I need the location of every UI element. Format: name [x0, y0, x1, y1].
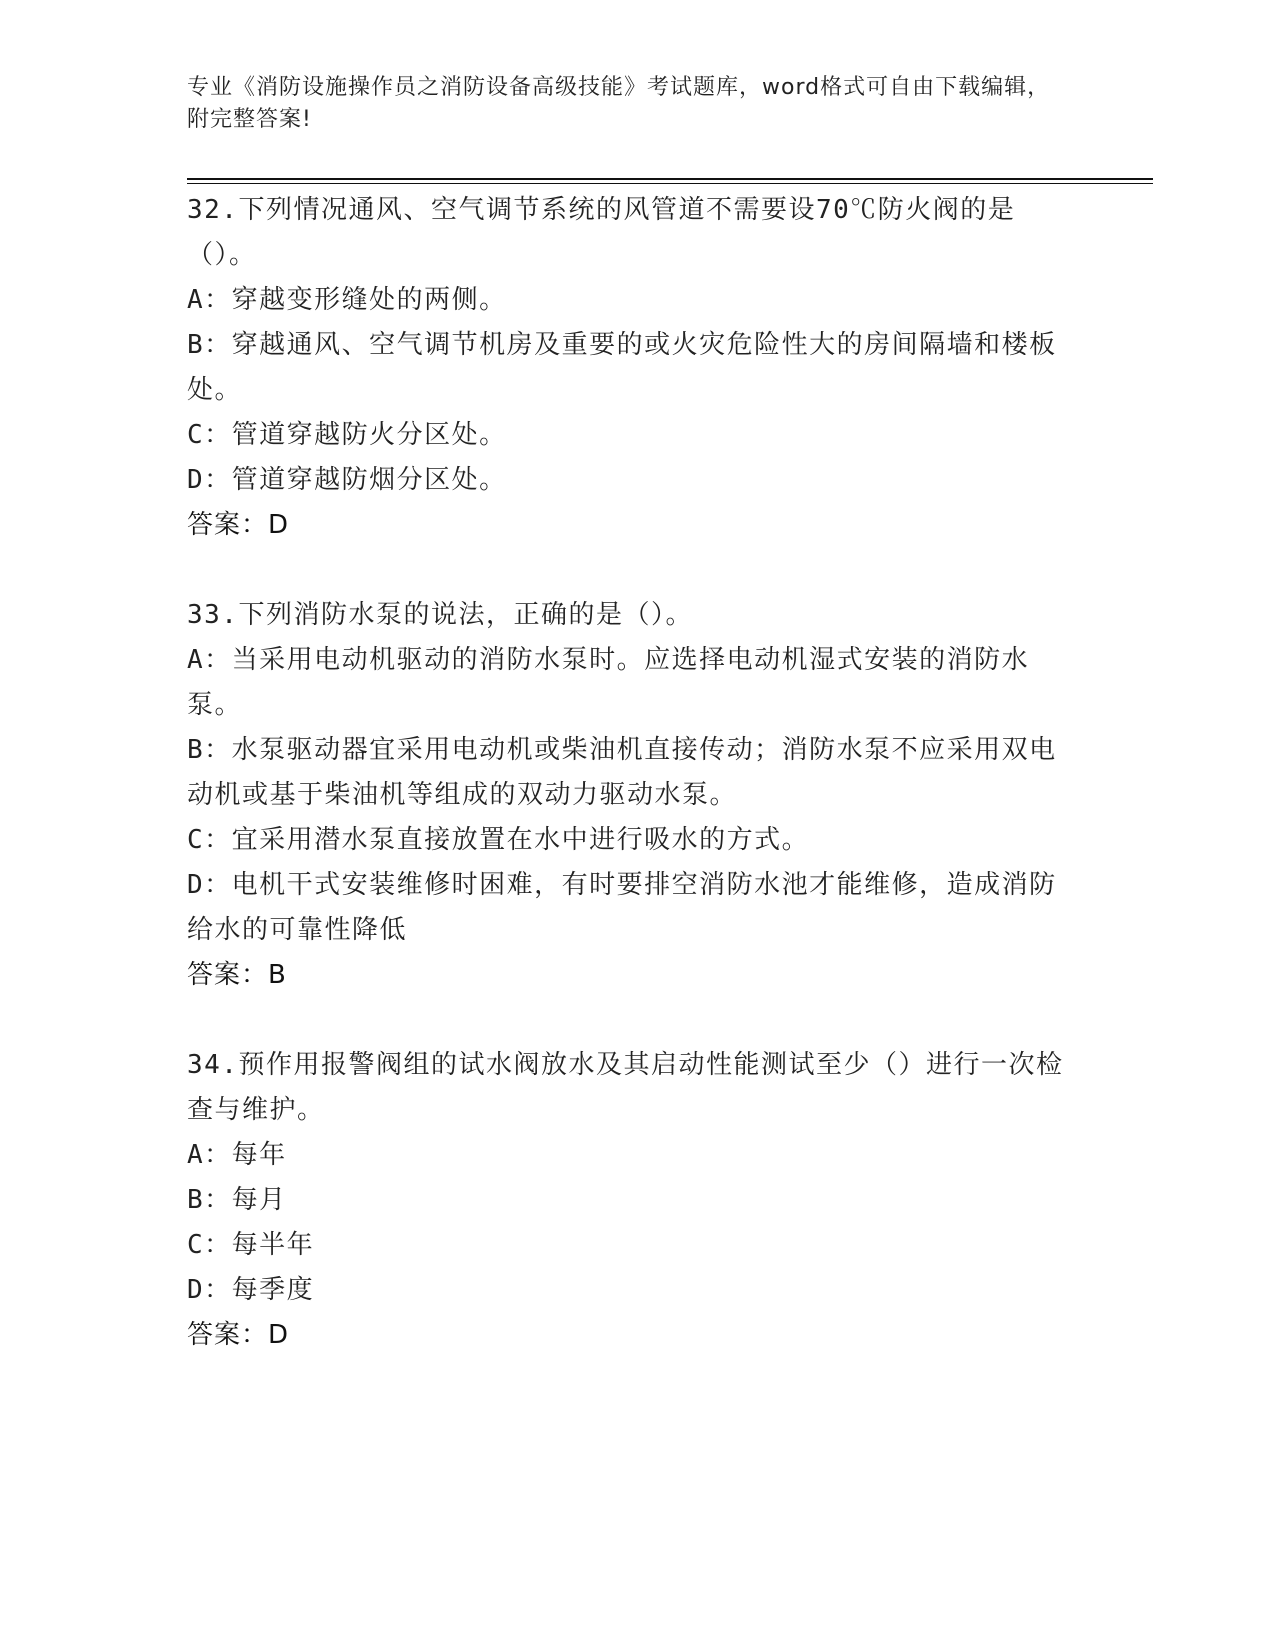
option-b: B：每月	[187, 1185, 287, 1215]
question-34	[187, 1043, 1077, 1358]
option-d: D：每季度	[187, 1275, 315, 1305]
option-d: D：管道穿越防烟分区处。	[187, 465, 507, 495]
option-a: A：当采用电动机驱动的消防水泵时。应选择电动机湿式安装的消防水泵。	[187, 645, 1030, 720]
option-c: C：宜采用潜水泵直接放置在水中进行吸水的方式。	[187, 825, 810, 855]
option-c: C：管道穿越防火分区处。	[187, 420, 507, 450]
option-b: B：穿越通风、空气调节机房及重要的或火灾危险性大的房间隔墙和楼板处。	[187, 330, 1057, 405]
option-b: B：水泵驱动器宜采用电动机或柴油机直接传动；消防水泵不应采用双电动机或基于柴油机等组成的双动力驱动水泵。	[187, 735, 1057, 810]
answer: 答案：D	[187, 510, 290, 540]
question-stem: 33.下列消防水泵的说法，正确的是（）。	[187, 600, 693, 630]
option-c: C：每半年	[187, 1230, 315, 1260]
option-a: A：每年	[187, 1140, 287, 1170]
header-divider-thick	[187, 178, 1153, 180]
header-divider-thin	[187, 183, 1153, 184]
document-header-text: 专业《消防设施操作员之消防设备高级技能》考试题库，word格式可自由下载编辑，附完整答案!	[187, 75, 1051, 132]
answer: 答案：B	[187, 960, 287, 990]
question-list	[187, 188, 1077, 1403]
option-d: D：电机干式安装维修时困难，有时要排空消防水池才能维修，造成消防给水的可靠性降低	[187, 870, 1057, 945]
question-33	[187, 593, 1077, 998]
question-stem: 34.预作用报警阀组的试水阀放水及其启动性能测试至少（）进行一次检查与维护。	[187, 1050, 1064, 1125]
answer: 答案：D	[187, 1320, 290, 1350]
option-a: A：穿越变形缝处的两侧。	[187, 285, 507, 315]
question-stem: 32.下列情况通风、空气调节系统的风管道不需要设70℃防火阀的是（）。	[187, 195, 1016, 270]
question-32	[187, 188, 1077, 548]
